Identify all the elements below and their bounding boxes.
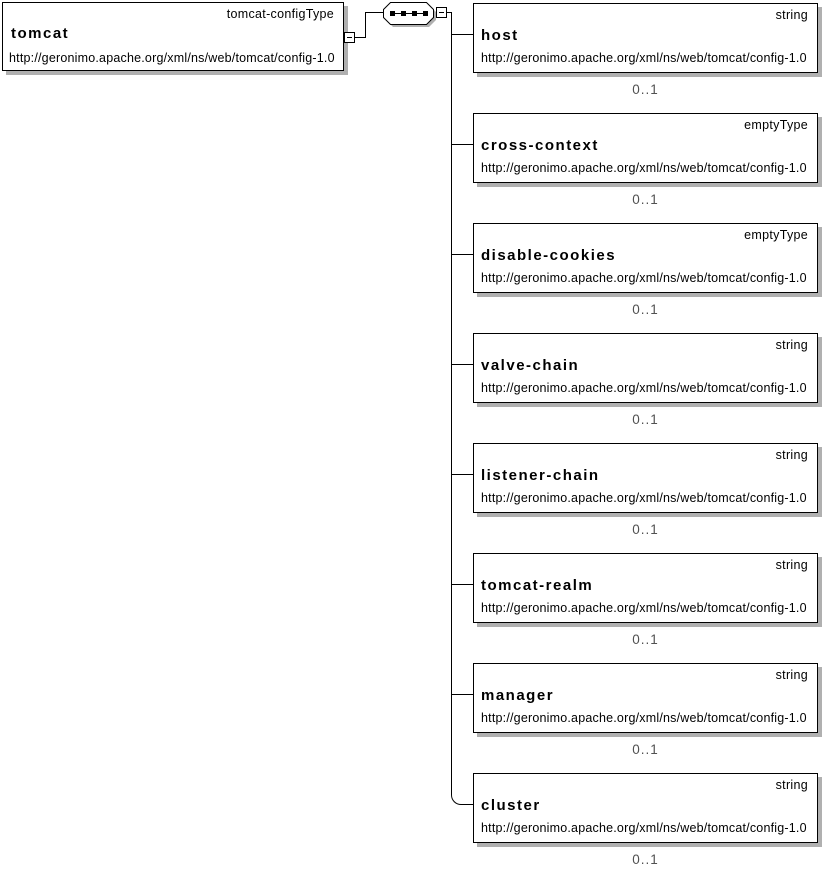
- element-namespace: http://geronimo.apache.org/xml/ns/web/tomcat/config-1.0: [481, 491, 807, 505]
- element-name: host: [481, 27, 519, 44]
- element-type-label: string: [775, 668, 808, 682]
- element-type-label: string: [775, 558, 808, 572]
- element-namespace: http://geronimo.apache.org/xml/ns/web/tomcat/config-1.0: [481, 271, 807, 285]
- connector-line: [365, 12, 366, 38]
- element-name: manager: [481, 687, 555, 704]
- element-namespace: http://geronimo.apache.org/xml/ns/web/tomcat/config-1.0: [481, 161, 807, 175]
- connector-branch-line: [451, 254, 473, 255]
- connector-branch-line: [451, 474, 473, 475]
- element-box-valve-chain[interactable]: [473, 333, 818, 403]
- cardinality-label: 0..1: [632, 82, 659, 97]
- element-type-label: string: [775, 8, 808, 22]
- element-name: listener-chain: [481, 467, 600, 484]
- element-box-host[interactable]: [473, 3, 818, 73]
- root-element-name: tomcat: [11, 25, 70, 42]
- element-type-label: string: [775, 338, 808, 352]
- element-name: cluster: [481, 797, 541, 814]
- element-box-disable-cookies[interactable]: [473, 223, 818, 293]
- element-namespace: http://geronimo.apache.org/xml/ns/web/tomcat/config-1.0: [481, 711, 807, 725]
- element-box-cluster[interactable]: [473, 773, 818, 843]
- element-type-label: string: [775, 448, 808, 462]
- element-type-label: emptyType: [744, 118, 808, 132]
- element-box-cross-context[interactable]: [473, 113, 818, 183]
- element-box-manager[interactable]: [473, 663, 818, 733]
- element-name: tomcat-realm: [481, 577, 594, 594]
- cardinality-label: 0..1: [632, 522, 659, 537]
- connector-line: [355, 37, 365, 38]
- cardinality-label: 0..1: [632, 412, 659, 427]
- connector-trunk-line: [451, 12, 452, 794]
- sequence-icon: [383, 2, 439, 30]
- root-element-box[interactable]: [2, 2, 344, 71]
- element-box-listener-chain[interactable]: [473, 443, 818, 513]
- element-box-tomcat-realm[interactable]: [473, 553, 818, 623]
- connector-line: [366, 12, 383, 13]
- root-collapse-toggle-minus-icon[interactable]: [344, 32, 355, 43]
- connector-branch-line: [461, 804, 473, 805]
- element-name: valve-chain: [481, 357, 580, 374]
- element-namespace: http://geronimo.apache.org/xml/ns/web/tomcat/config-1.0: [481, 601, 807, 615]
- element-name: cross-context: [481, 137, 599, 154]
- minus-icon: [347, 37, 352, 38]
- connector-branch-line: [451, 694, 473, 695]
- root-element-namespace: http://geronimo.apache.org/xml/ns/web/tomcat/config-1.0: [9, 51, 335, 65]
- cardinality-label: 0..1: [632, 632, 659, 647]
- element-namespace: http://geronimo.apache.org/xml/ns/web/tomcat/config-1.0: [481, 821, 807, 835]
- connector-branch-line: [451, 34, 473, 35]
- cardinality-label: 0..1: [632, 192, 659, 207]
- connector-branch-line: [451, 364, 473, 365]
- connector-branch-line: [451, 584, 473, 585]
- root-type-label: tomcat-configType: [226, 7, 334, 21]
- minus-icon: [439, 12, 444, 13]
- cardinality-label: 0..1: [632, 742, 659, 757]
- element-type-label: string: [775, 778, 808, 792]
- element-namespace: http://geronimo.apache.org/xml/ns/web/tomcat/config-1.0: [481, 381, 807, 395]
- element-type-label: emptyType: [744, 228, 808, 242]
- cardinality-label: 0..1: [632, 302, 659, 317]
- element-name: disable-cookies: [481, 247, 617, 264]
- cardinality-label: 0..1: [632, 852, 659, 867]
- connector-branch-line: [451, 144, 473, 145]
- sequence-collapse-toggle-minus-icon[interactable]: [436, 7, 447, 18]
- element-namespace: http://geronimo.apache.org/xml/ns/web/tomcat/config-1.0: [481, 51, 807, 65]
